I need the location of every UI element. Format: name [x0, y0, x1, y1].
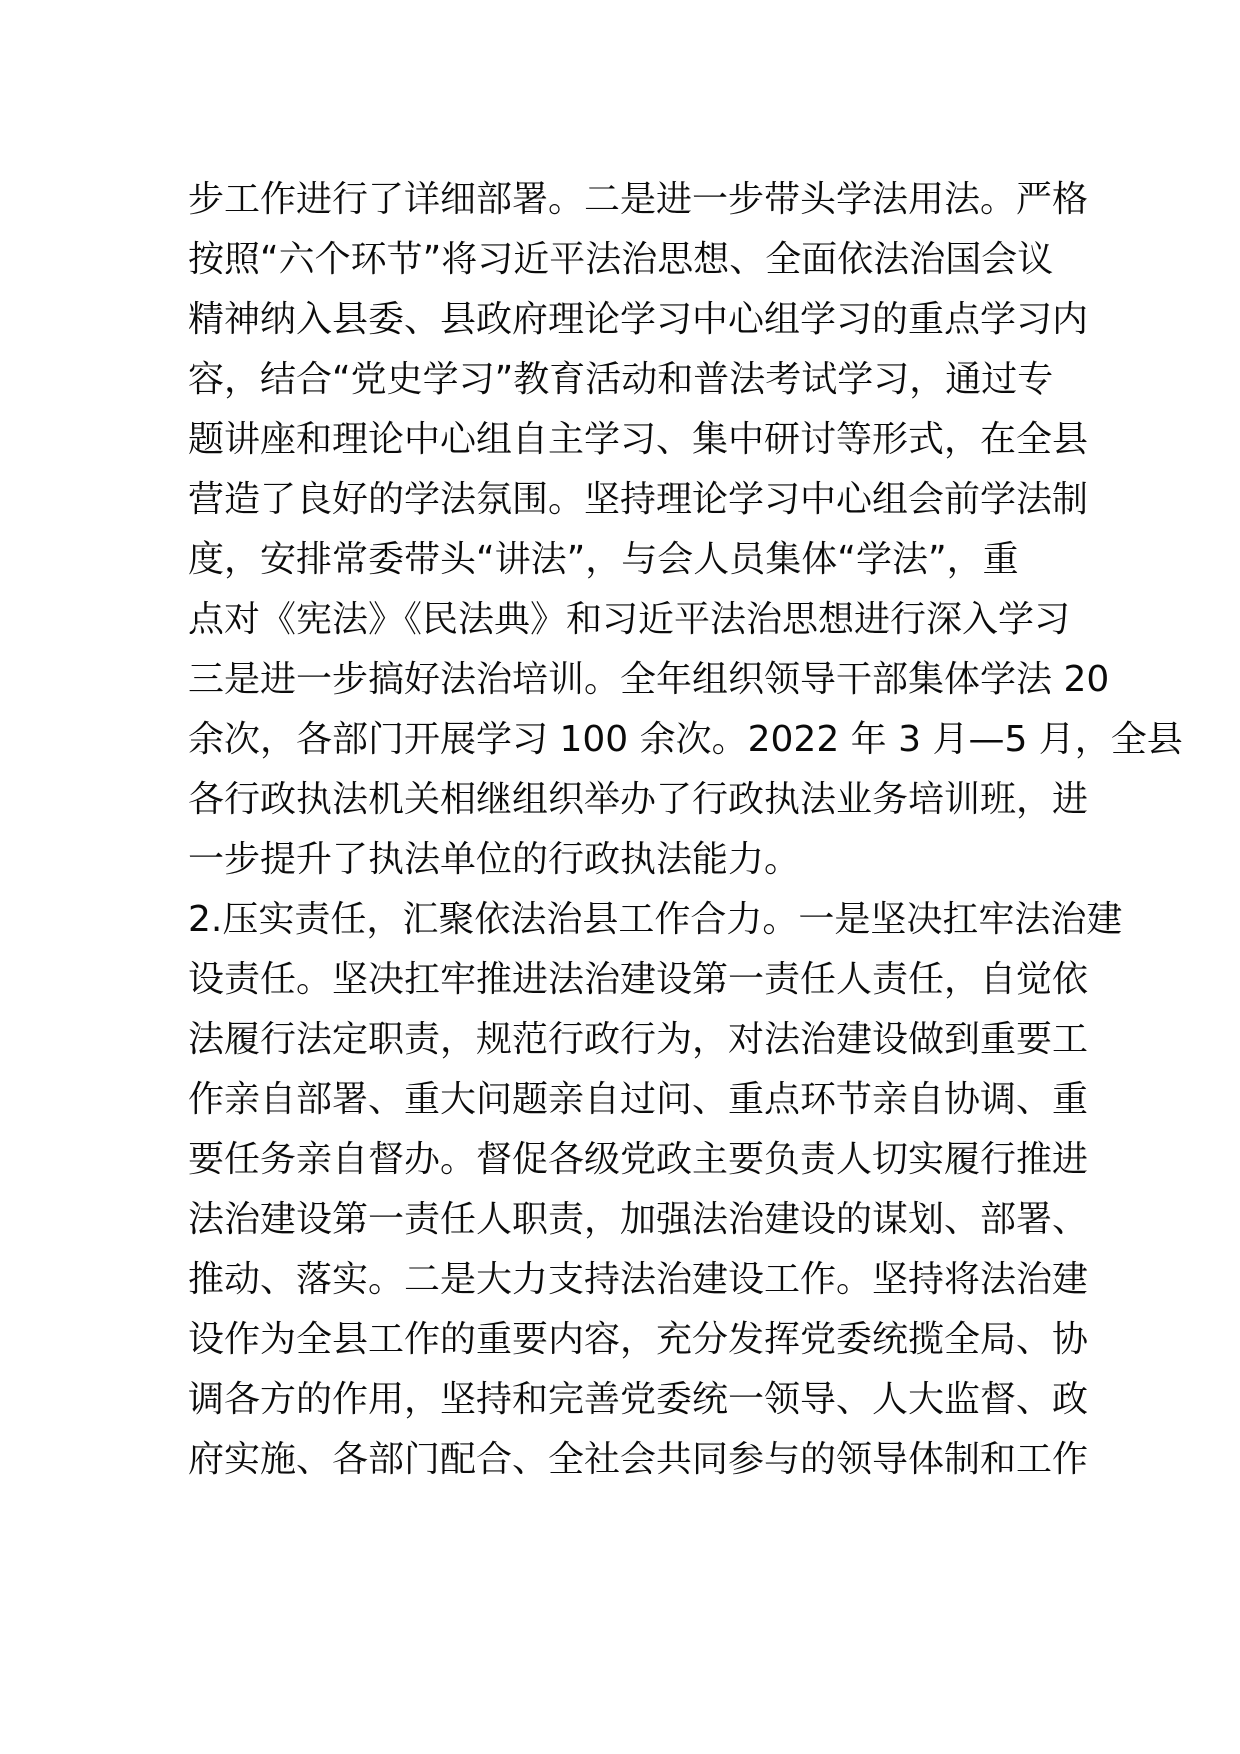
text-line-9: 三是进一步搞好法治培训。全年组织领导干部集体学法 20 — [188, 659, 1110, 700]
text-line-20: 设作为全县工作的重要内容，充分发挥党委统揽全局、协 — [188, 1319, 1089, 1360]
text-line-2: 按照“六个环节”将习近平法治思想、全面依法治国会议 — [188, 239, 1054, 280]
text-line-5: 题讲座和理论中心组自主学习、集中研讨等形式，在全县 — [188, 419, 1089, 460]
text-line-22: 府实施、各部门配合、全社会共同参与的领导体制和工作 — [188, 1439, 1089, 1480]
text-line-8: 点对《宪法》《民法典》和习近平法治思想进行深入学习 — [188, 599, 1071, 640]
text-line-11: 各行政执法机关相继组织举办了行政执法业务培训班，进 — [188, 779, 1089, 820]
text-line-1: 步工作进行了详细部署。二是进一步带头学法用法。严格 — [188, 179, 1089, 220]
text-line-16: 作亲自部署、重大问题亲自过问、重点环节亲自协调、重 — [188, 1079, 1089, 1120]
text-line-17: 要任务亲自督办。督促各级党政主要负责人切实履行推进 — [188, 1139, 1089, 1180]
text-line-18: 法治建设第一责任人职责，加强法治建设的谋划、部署、 — [188, 1199, 1089, 1240]
text-line-4: 容，结合“党史学习”教育活动和普法考试学习，通过专 — [188, 359, 1054, 400]
text-line-7: 度，安排常委带头“讲法”，与会人员集体“学法”，重 — [188, 539, 1019, 580]
text-line-13: 2.压实责任，汇聚依法治县工作合力。一是坚决扛牢法治建 — [188, 899, 1123, 940]
text-line-10: 余次，各部门开展学习 100 余次。2022 年 3 月—5 月，全县 — [188, 719, 1183, 760]
text-line-14: 设责任。坚决扛牢推进法治建设第一责任人责任，自觉依 — [188, 959, 1089, 1000]
text-line-6: 营造了良好的学法氛围。坚持理论学习中心组会前学法制 — [188, 479, 1089, 520]
text-line-12: 一步提升了执法单位的行政执法能力。 — [188, 839, 801, 880]
text-line-19: 推动、落实。二是大力支持法治建设工作。坚持将法治建 — [188, 1259, 1089, 1300]
text-line-15: 法履行法定职责，规范行政行为，对法治建设做到重要工 — [188, 1019, 1089, 1060]
text-line-3: 精神纳入县委、县政府理论学习中心组学习的重点学习内 — [188, 299, 1089, 340]
text-line-21: 调各方的作用，坚持和完善党委统一领导、人大监督、政 — [188, 1379, 1089, 1420]
